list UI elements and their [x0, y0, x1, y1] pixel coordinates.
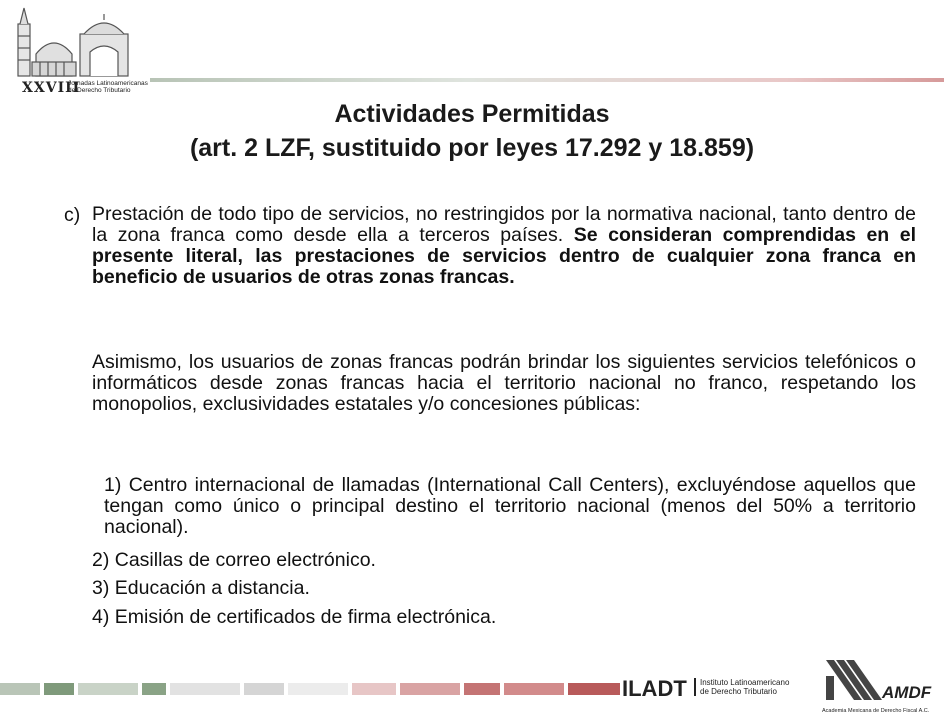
conference-subtitle-line2: de Derecho Tributario [68, 87, 131, 94]
conference-subtitle [68, 80, 158, 94]
bottom-color-bar [0, 683, 620, 695]
slide-subtitle: (art. 2 LZF, sustituido por leyes 17.292 y 18.859) [189, 134, 755, 162]
iladt-logo [622, 674, 812, 708]
conference-logo [10, 6, 160, 98]
amdf-emblem-icon [822, 656, 937, 708]
paragraph-telecom: Asimismo, los usuarios de zonas francas podrán brindar los siguientes servicios telefónicos o informáticos desde zonas francas hacia el territorio nacional no franco, respetando los monopolios, exclusividades estatales y/o concesiones públicas: [92, 351, 916, 415]
list-item-call-centers: 1) Centro internacional de llamadas (International Call Centers), excluyéndose aquellos que tengan como único o principal destino el territorio nacional (menos del 50% a territorio nacional). [104, 474, 916, 538]
slide-title: Actividades Permitidas [334, 100, 610, 128]
monument-icon [10, 6, 160, 80]
paragraph-services [92, 204, 916, 288]
iladt-mark: ILADT [622, 676, 687, 701]
conference-number: XXVIII [22, 80, 81, 96]
amdf-name: Academia Mexicana de Derecho Fiscal A.C. [822, 708, 930, 714]
iladt-name [694, 678, 789, 696]
conference-subtitle-line1: Jornadas Latinoamericanas [68, 80, 148, 87]
paragraph-services-text: Prestación de todo tipo de servicios, no restringidos por la normativa nacional, tanto dentro de la zona franca como desde ella a terceros países. [92, 203, 916, 246]
list-item-email: 2) Casillas de correo electrónico. [92, 549, 376, 571]
amdf-mark: AMDF [882, 683, 932, 702]
list-marker: c) [64, 204, 81, 226]
paragraph-services-bold: Se consideran comprendidas en el presente literal, las prestaciones de servicios dentro de cualquier zona franca en beneficio de usuarios de otras zonas francas. [92, 224, 917, 288]
iladt-name-line2: de Derecho Tributario [700, 687, 777, 696]
list-item-certificates: 4) Emisión de certificados de firma electrónica. [92, 606, 497, 628]
amdf-logo [822, 656, 937, 718]
iladt-name-line1: Instituto Latinoamericano [700, 678, 790, 687]
list-item-distance-education: 3) Educación a distancia. [92, 577, 310, 599]
top-divider [150, 78, 944, 82]
